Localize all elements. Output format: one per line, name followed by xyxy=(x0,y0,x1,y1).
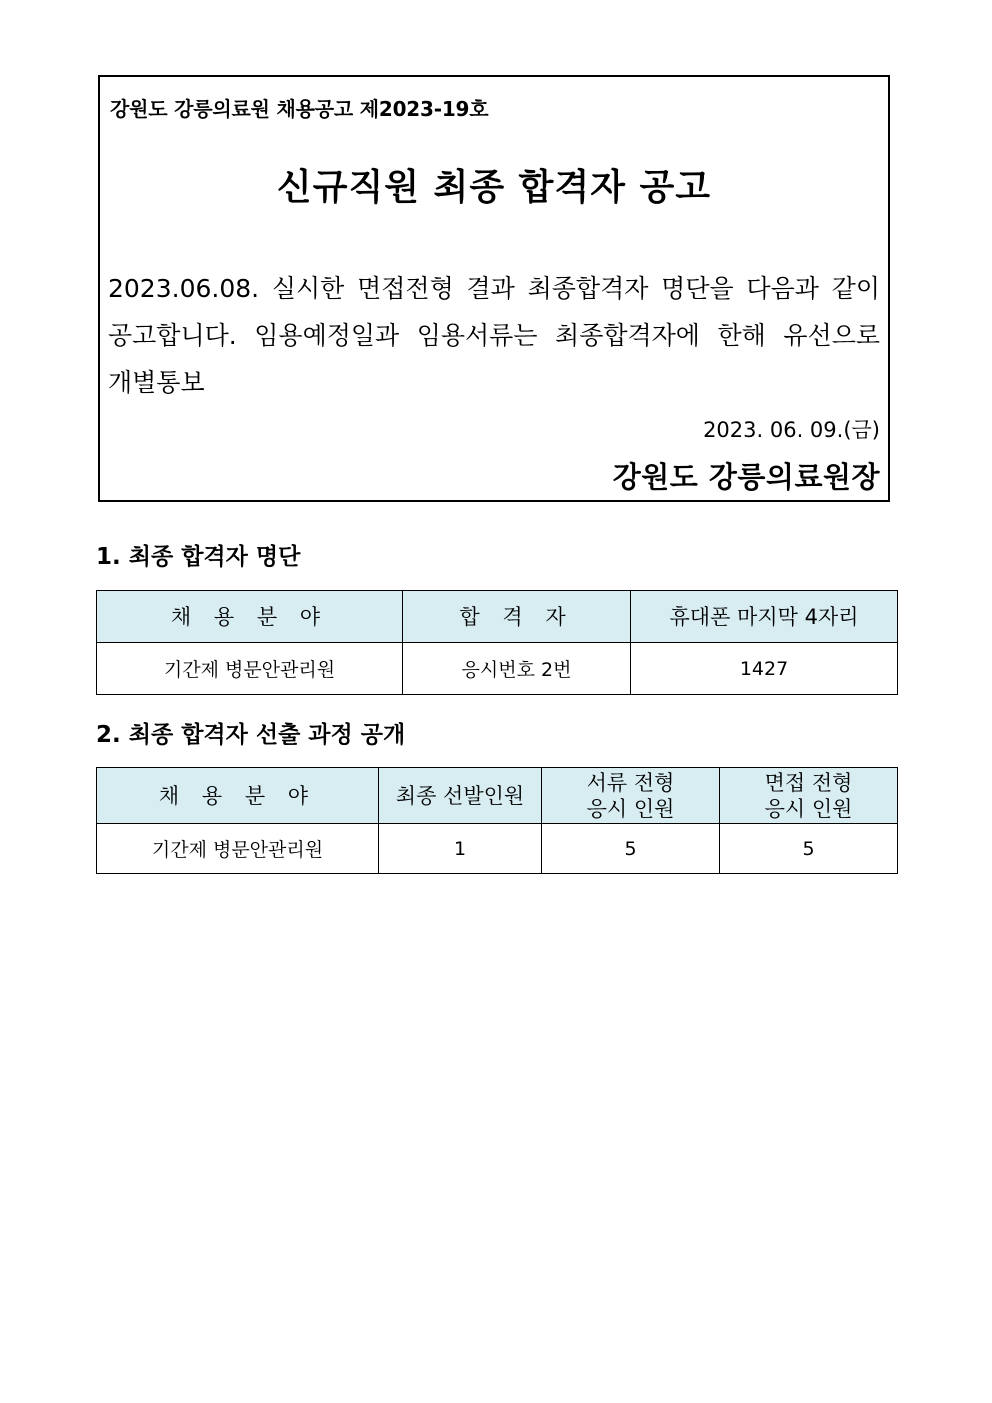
table-header-row xyxy=(97,768,898,824)
header-line: 서류 전형 xyxy=(586,770,675,795)
header-cell xyxy=(720,768,898,824)
header-cell: 채 용 분 야 xyxy=(97,768,379,824)
notice-number: 강원도 강릉의료원 채용공고 제2023-19호 xyxy=(110,97,489,121)
selection-process-table xyxy=(96,767,898,874)
table-row xyxy=(97,824,898,874)
notice-issuer: 강원도 강릉의료원장 xyxy=(612,460,880,494)
section2-title: 2. 최종 합격자 선출 과정 공개 xyxy=(96,722,406,748)
header-cell: 최종 선발인원 xyxy=(379,768,542,824)
table-cell: 기간제 병문안관리원 xyxy=(97,643,403,695)
header-line: 면접 전형 xyxy=(764,770,853,795)
header-cell xyxy=(542,768,720,824)
section1-title: 1. 최종 합격자 명단 xyxy=(96,544,301,570)
header-line: 응시 인원 xyxy=(586,796,675,821)
table-cell: 1427 xyxy=(631,643,898,695)
finalist-table xyxy=(96,590,898,695)
table-cell: 1 xyxy=(379,824,542,874)
table-cell: 응시번호 2번 xyxy=(403,643,631,695)
notice-body: 2023.06.08. 실시한 면접전형 결과 최종합격자 명단을 다음과 같이 공고합니다. 임용예정일과 임용서류는 최종합격자에 한해 유선으로 개별통보 xyxy=(108,274,880,397)
notice-title: 신규직원 최종 합격자 공고 xyxy=(276,167,712,208)
header-cell: 채 용 분 야 xyxy=(97,591,403,643)
notice-date: 2023. 06. 09.(금) xyxy=(703,418,880,442)
header-cell: 합 격 자 xyxy=(403,591,631,643)
table-header-row xyxy=(97,591,898,643)
table-cell: 5 xyxy=(542,824,720,874)
header-cell: 휴대폰 마지막 4자리 xyxy=(631,591,898,643)
header-line: 응시 인원 xyxy=(764,796,853,821)
table-cell: 기간제 병문안관리원 xyxy=(97,824,379,874)
table-cell: 5 xyxy=(720,824,898,874)
table-row xyxy=(97,643,898,695)
notice-box xyxy=(98,75,890,502)
